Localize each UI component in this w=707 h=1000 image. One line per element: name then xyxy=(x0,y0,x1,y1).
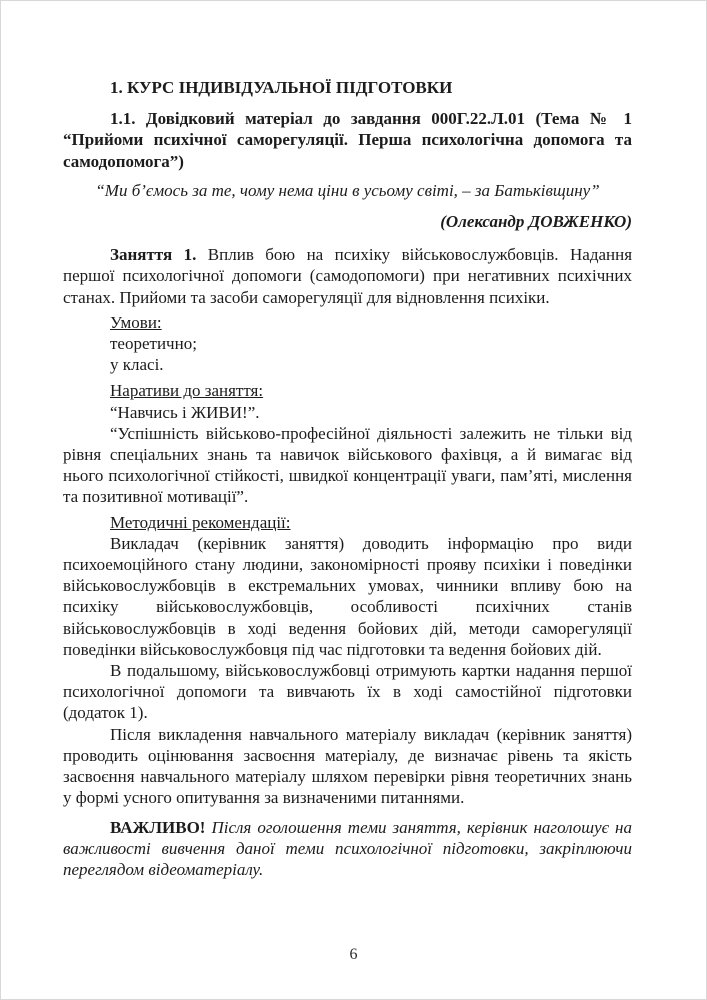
important-text: Після оголошення теми заняття, керівник наголошує на важливості вивчення даної теми психологічної підготовки, закріплюючи переглядом відеоматеріалу. xyxy=(63,817,632,879)
epigraph-quote: “Ми б’ємось за те, чому нема ціни в усьому світі, – за Батьківщину” xyxy=(95,180,600,200)
methodology-section xyxy=(63,512,632,809)
condition-item-classroom: у класі. xyxy=(110,355,164,375)
methodology-header: Методичні рекомендації: xyxy=(110,512,291,532)
important-lead: ВАЖЛИВО! xyxy=(110,817,206,837)
narratives-header: Наративи до заняття: xyxy=(110,381,264,401)
lesson-paragraph xyxy=(63,244,632,308)
lesson-description: Вплив бою на психіку військовослужбовців. Надання першої психологічної допомоги (самодопомоги) при негативних психічних станах. Прийоми та засоби саморегуляції для відновлення психіки. xyxy=(63,245,633,307)
page-number: 6 xyxy=(349,945,358,963)
methodology-paragraph-cards: В подальшому, військовослужбовці отримують картки надання першої психологічної допомоги та вивчають їх в ході самостійної підготовки (додаток 1). xyxy=(63,661,632,723)
methodology-paragraph-briefing: Викладач (керівник заняття) доводить інформацію про види психоемоційного стану людини, закономірності прояву психіки і поведінки військовослужбовців в екстремальних умовах, чинники впливу бою на психіку військовослужбовців, особливості психічних станів військовослужбовців в ході ведення бойових дій, методи саморегуляції поведінки військовослужбовця під час підготовки та ведення бойових дій. xyxy=(63,533,632,659)
narratives-quote: “Успішність військово-професійної діяльності залежить не тільки від рівня спеціальних знань та навичок військового фахівця, а й вимагає від нього психологічної стійкості, швидкої концентрації уваги, пам’яті, мислення та позитивної мотивації”. xyxy=(63,423,632,507)
important-paragraph xyxy=(63,817,632,881)
narratives-motto: “Навчись і ЖИВИ!”. xyxy=(110,402,260,422)
conditions-section xyxy=(63,312,632,376)
conditions-header: Умови: xyxy=(110,312,162,332)
epigraph-attribution: (Олександр ДОВЖЕНКО) xyxy=(440,212,632,232)
lesson-lead: Заняття 1. xyxy=(110,245,197,265)
task-reference-paragraph: 1.1. Довідковий матеріал до завдання 000Г.22.Л.01 (Тема № 1 “Прийоми психічної саморегуляції. Перша психологічна допомога та самодопомога”) xyxy=(63,109,632,171)
condition-item-theoretical: теоретично; xyxy=(110,334,197,354)
course-heading: 1. КУРС ІНДИВІДУАЛЬНОЇ ПІДГОТОВКИ xyxy=(110,78,453,97)
methodology-paragraph-assessment: Після викладення навчального матеріалу викладач (керівник заняття) проводить оцінювання засвоєння матеріалу, де визначає рівень та якість засвоєння навчального матеріалу шляхом перевірки рівня теоретичних знань у формі усного опитування за визначеними питаннями. xyxy=(63,724,632,808)
narratives-section xyxy=(63,380,632,507)
